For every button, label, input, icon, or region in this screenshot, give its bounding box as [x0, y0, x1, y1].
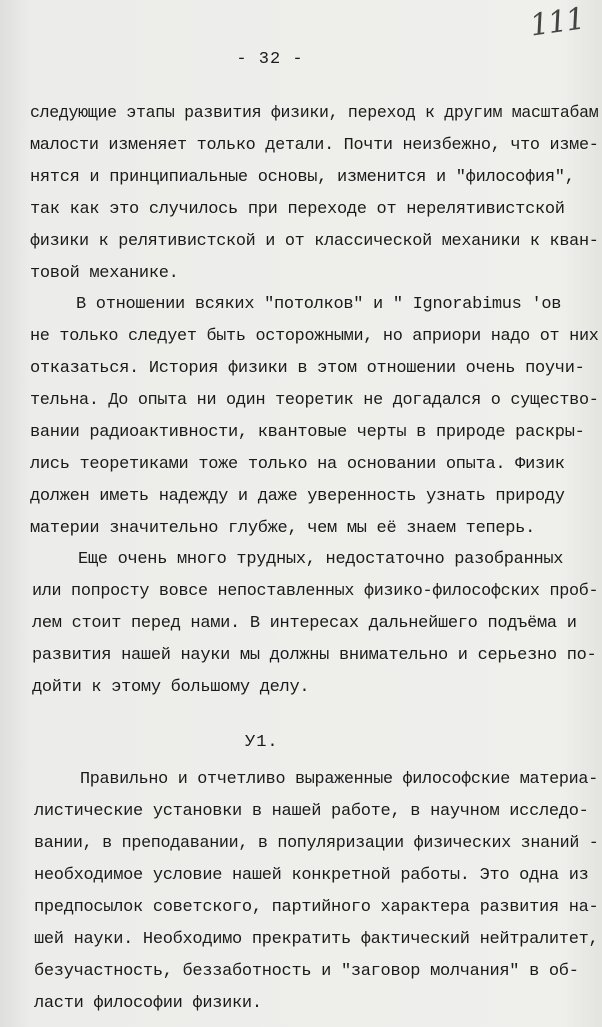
text-line: ласти философии физики.	[34, 994, 262, 1013]
text-line: или попросту вовсе непоставленных физико-философских проб-	[32, 582, 599, 601]
text-line: должен иметь надежду и даже уверенность узнать природу	[30, 487, 565, 506]
text-line: лем стоит перед нами. В интересах дальнейшего подъёма и	[32, 614, 577, 633]
text-line: безучастность, беззаботность и "заговор молчания" в об-	[34, 962, 579, 981]
text-line: лись теоретиками тоже только на основании опыта. Физик	[30, 455, 565, 474]
text-line: необходимое условие нашей конкретной работы. Это одна из	[34, 866, 589, 885]
handwritten-page-mark: 111	[527, 1, 587, 44]
text-line: физики к релятивистской и от классической механики к кван-	[30, 232, 599, 251]
text-line: не только следует быть осторожными, но априори надо от них	[30, 327, 599, 346]
text-line: малости изменяет только детали. Почти неизбежно, что изме-	[30, 136, 599, 155]
text-line: листические установки в нашей работе, в научном исследо-	[34, 802, 589, 821]
text-line: вании, в преподавании, в популяризации физических знаний -	[34, 834, 599, 853]
text-line: дойти к этому большому делу.	[32, 678, 310, 697]
text-line: развития нашей науки мы должны внимательно и серьезно по-	[32, 646, 597, 665]
text-line: шей науки. Необходимо прекратить фактический нейтралитет,	[34, 930, 599, 949]
text-line: следующие этапы развития физики, переход к другим масштабам	[30, 104, 599, 123]
text-line: вании радиоактивности, квантовые черты в природе раскры-	[30, 423, 585, 442]
text-line: материи значительно глубже, чем мы её знаем теперь.	[30, 519, 535, 538]
text-line: В отношении всяких "потолков" и " Ignorabimus 'ов	[76, 295, 562, 314]
text-line: так как это случилось при переходе от нерелятивистской	[30, 200, 565, 219]
text-line: Правильно и отчетливо выраженные философские материа-	[80, 770, 598, 789]
text-line: тельна. До опыта ни один теоретик не догадался о существо-	[30, 391, 599, 410]
text-line: Еще очень много трудных, недостаточно разобранных	[78, 550, 564, 569]
section-heading: У1.	[245, 733, 279, 752]
text-line: отказаться. История физики в этом отношении очень поучи-	[30, 359, 585, 378]
text-line: товой механике.	[30, 264, 179, 283]
text-line: нятся и принципиальные основы, изменится и "философия",	[30, 168, 575, 187]
text-line: предпосылок советского, партийного характера развития на-	[34, 898, 599, 917]
page-number: - 32 -	[236, 50, 304, 69]
